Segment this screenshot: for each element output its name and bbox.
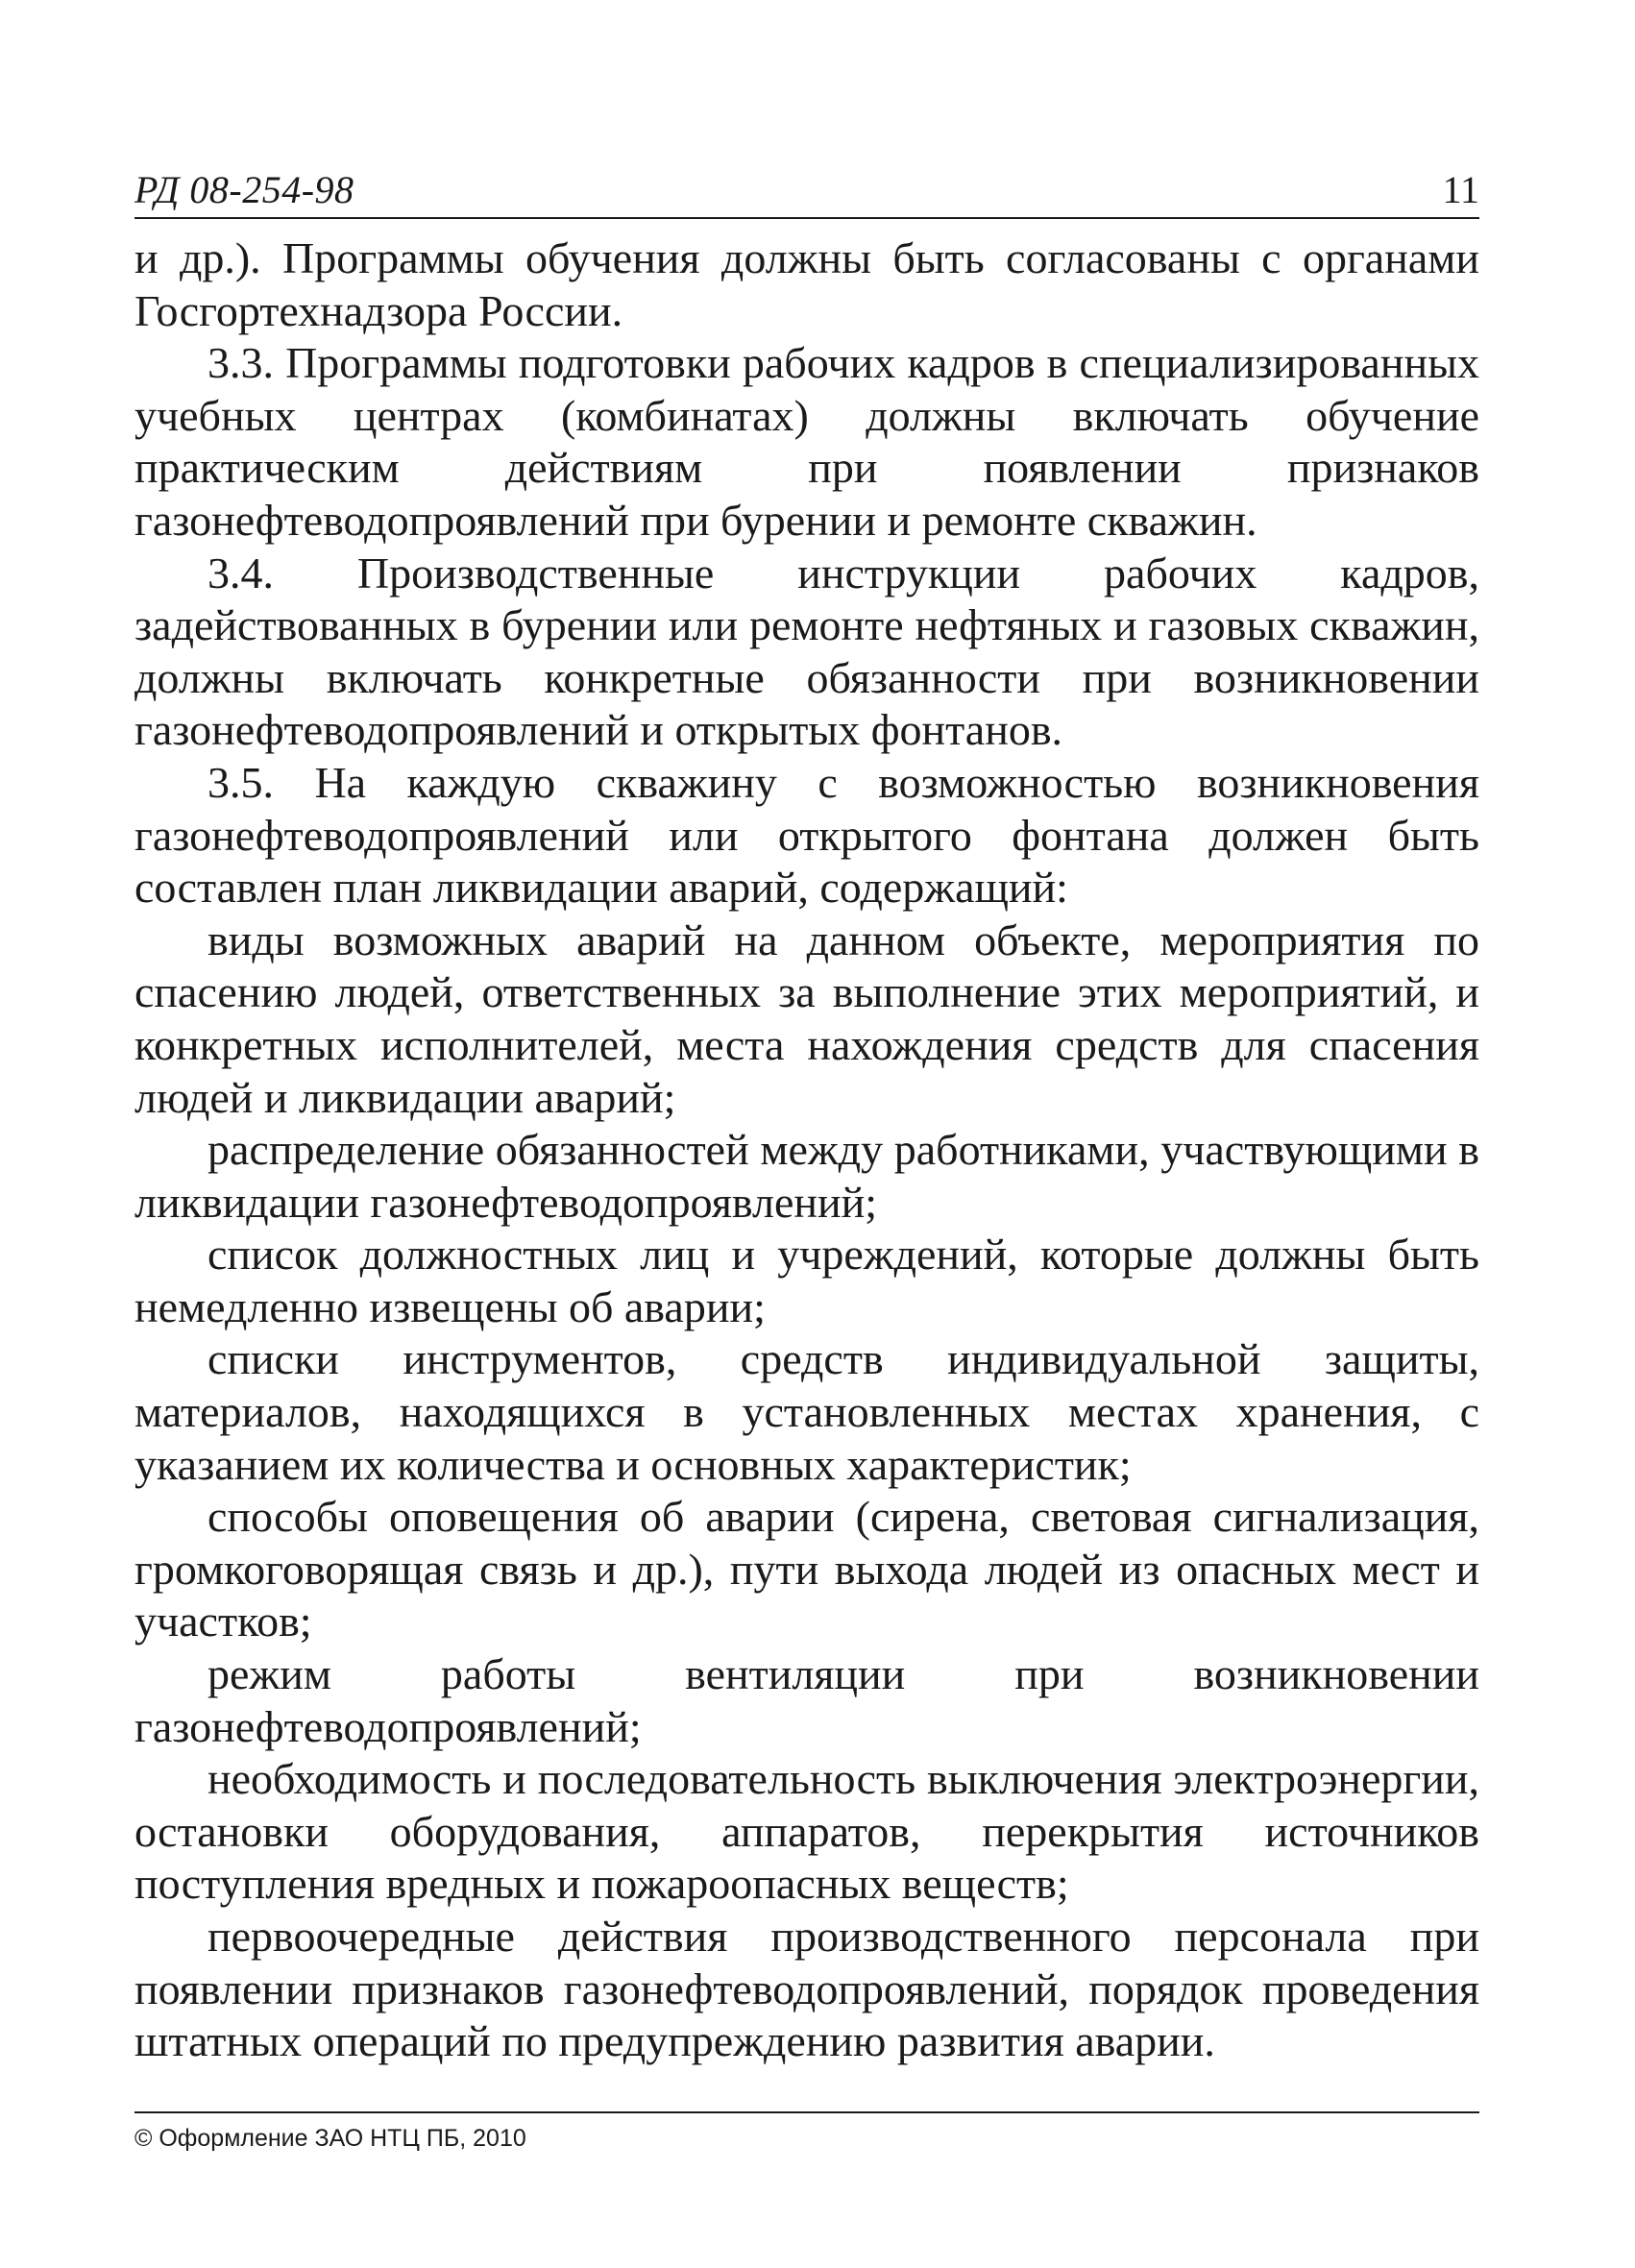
footer-divider [134,2111,1479,2113]
list-item: необходимость и последовательность выключения электроэнергии, остановки оборудования, аппаратов, перекрытия источников поступления вредных и пожароопасных веществ; [134,1754,1479,1909]
list-item: первоочередные действия производственного персонала при появлении признаков газонефтеводопроявлений, порядок проведения штатных операций по предупреждению развития аварии. [134,1912,1479,2066]
paragraph-3-4: 3.4. Производственные инструкции рабочих кадров, задействованных в бурении или ремонте нефтяных и газовых скважин, должны включать конкретные обязанности при возникновении газонефтеводопроявлений и открытых фонтанов. [134,548,1479,755]
paragraph-3-5: 3.5. На каждую скважину с возможностью возникновения газонефтеводопроявлений или открытого фонтана должен быть составлен план ликвидации аварий, содержащий: [134,757,1479,913]
paragraph-continuation: и др.). Программы обучения должны быть согласованы с органами Госгортехнадзора России. [134,233,1479,335]
list-item: виды возможных аварий на данном объекте, мероприятия по спасению людей, ответственных за выполнение этих мероприятий, и конкретных исполнителей, места нахождения средств для спасения людей и ликвидации аварий; [134,915,1479,1122]
paragraph-3-3: 3.3. Программы подготовки рабочих кадров в специализированных учебных центрах (комбинатах) должны включать обучение практическим действиям при появлении признаков газонефтеводопроявлений при бурении и ремонте скважин. [134,338,1479,545]
header-divider [134,217,1479,219]
page-body [134,232,1479,2068]
list-item: способы оповещения об аварии (сирена, световая сигнализация, громкоговорящая связь и др.), пути выхода людей из опасных мест и участков; [134,1492,1479,1646]
list-item: режим работы вентиляции при возникновении газонефтеводопроявлений; [134,1649,1479,1751]
page-number: 11 [1442,168,1479,211]
list-item: список должностных лиц и учреждений, которые должны быть немедленно извещены об аварии; [134,1230,1479,1331]
copyright-note: © Оформление ЗАО НТЦ ПБ, 2010 [134,2125,526,2152]
page-header [134,159,1479,217]
list-item: распределение обязанностей между работниками, участвующими в ликвидации газонефтеводопроявлений; [134,1125,1479,1227]
list-item: списки инструментов, средств индивидуальной защиты, материалов, находящихся в установленных местах хранения, с указанием их количества и основных характеристик; [134,1334,1479,1489]
document-code: РД 08-254-98 [134,168,354,211]
